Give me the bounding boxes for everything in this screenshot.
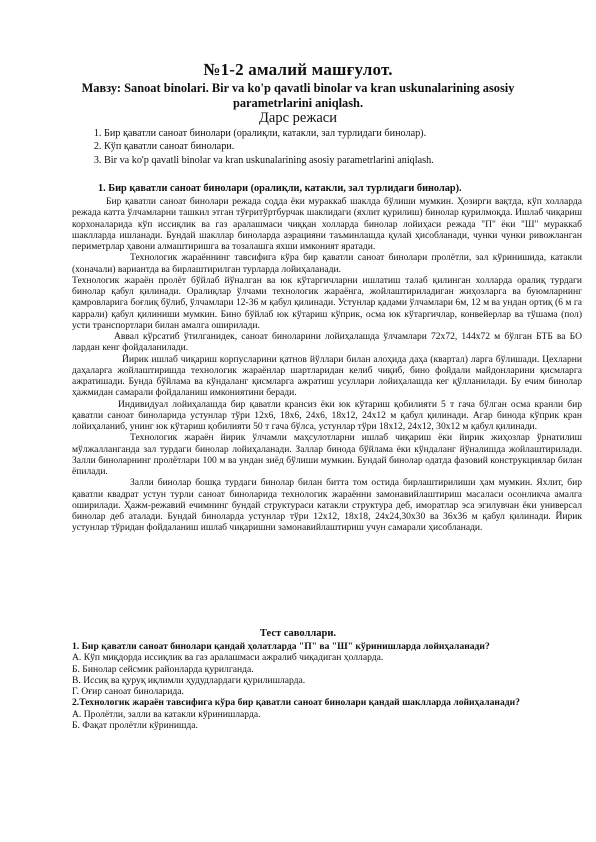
- paragraph: Индивидуал лойиҳалашда бир қаватли крансиз ёки юк кўтариш қобилияти 5 т гача бўлган осма кранли бир қаватли саноат биноларида устунлар тўри 12x6, 18x6, 24x6, 18x12, 24x12 м қабул қилинади. Агар бинода кўприк кран лойиҳаланиб, унинг юк кўтариш қобилияти 50 т гача бўлса, устунлар тўри 18x12, 24x12, 30x12 м қабул қилинади.: [72, 398, 582, 432]
- answer-option: Б. Бинолар сейсмик районларда қурилганда.: [72, 663, 254, 675]
- document-title: №1-2 амалий машғулот.: [203, 60, 393, 79]
- section-body: [72, 196, 582, 534]
- answer-option: Г. Оғир саноат биноларида.: [72, 686, 184, 698]
- paragraph: Технологик жараён пролёт бўйлаб йўналган ва юк кўтаргичларни ишлатиш талаб қилинган холларда оралиқ турдаги бинолар қабул қилинади. Оралиқлар ўлчами технологик жараёнга, жойлаштириладиган жиҳозларга ва буюмларнинг қамровларига боғлиқ бўлиб, ўлчамлари 12-36 м қабул қилинади. Устунлар қадами ўлчамлари 6м, 12 м ва ундан ортиқ (6 м га каррали) қабул қилиниши мумкин. Бино бўйлаб юк кўтариш кўприк, осма юк кўтаргичлар, конвейерлар ва тўшама (пол) усти транспортлари билан амалга оширилади.: [72, 274, 582, 331]
- paragraph: Аввал кўрсатиб ўтилганидек, саноат биноларини лойиҳалашда ўлчамлари 72x72, 144x72 м бўлган БТБ ва БО лардан кенг фойдаланилади.: [72, 331, 582, 354]
- answer-option: А. Кўп миқдорда иссиқлик ва газ аралашмаси ажралиб чиқадиган ҳолларда.: [72, 652, 384, 664]
- answer-option: А. Пролётли, залли ва катакли кўринишларда.: [72, 708, 261, 720]
- paragraph: Залли бинолар бошқа турдаги бинолар билан битта том остида бирлаштирилиши ҳам мумкин. Яхлит, бир қаватли квадрат устун турли саноат биноларида технологик жараённи замонавийлаштириш масаласи осонликча амалга оширилади. Ҳажм-режавий ечимнинг бундай структураси катакли структура деб, иморатлар эса эгилувчан ёки универсал бинолар деб аталади. Бундай биноларда устунлар тўри 12x12, 18x18, 24x24,30x30 ва 36x36 м қабул қилинади. Йирик устунлар тўридан фойдаланиш ишлаб чиқаришни замонавийлаштириш учун самарали ҳисобланади.: [72, 477, 582, 534]
- lesson-plan-heading: Дарс режаси: [259, 110, 337, 126]
- plan-item: 3. Bir va ko'p qavatli binolar va kran uskunalarining asosiy parametrlarini aniqlash.: [104, 154, 584, 167]
- paragraph: Технологик жараён йирик ўлчамли маҳсулотларни ишлаб чиқариш ёки йирик жиҳозлар ўрнатилиш мўлжалланганда зал турдаги бинолар лойиҳаланади. Заллар бинода бўйлама ёки кўндаланг йўналишда жойлаштирилади. Залли биноларнинг пролётлари 100 м ва ундан зиёд бўлиши мумкин. Бундай бинолар одатда фазовий конструкциялар билан ёпилади.: [72, 432, 582, 477]
- answer-option: В. Иссиқ ва қуруқ иқлимли ҳудудлардаги қурилишларда.: [72, 674, 306, 686]
- question: 2.Технологик жараён тавсифига кўра бир қаватли саноат бинолари қандай шаклларда лойиҳаланади?: [72, 697, 520, 709]
- topic-subtitle: Мавзу: Sanoat binolari. Bir va ko'p qavatli binolar va kran uskunalarining asosiy parametrlarini aniqlash.: [81, 81, 515, 110]
- test-questions: [72, 641, 582, 731]
- paragraph: Технологик жараённинг тавсифига кўра бир қаватли саноат бинолари пролётли, зал кўринишида, катакли (хоначали) вариантда ва бирлаштирилган турларда лойиҳаланади.: [72, 252, 582, 275]
- plan-item: 2. Кўп қаватли саноат бинолари.: [104, 140, 584, 153]
- paragraph: Йирик ишлаб чиқариш корпусларини қатнов йўллари билан алоҳида даҳа (квартал) ларга бўлишади. Цехларни даҳаларга жойлаштиришда технологик жараёнлар шартларидан келиб чиқиб, бино фойдали майдонларини қисмларга ажратишади. Бунда бўйлама ва кўндаланг қисмларга ажратиш усуллари лойиҳалашда кег қўлланилади. Бу ечим бинолар ҳажмидан самарали фойдаланиш имкониятини беради.: [72, 353, 582, 399]
- plan-item: 1. Бир қаватли саноат бинолари (оралиқли, катакли, зал турлидаги бинолар).: [104, 127, 584, 140]
- section-heading: 1. Бир қаватли саноат бинолари (оралиқли, катакли, зал турлидаги бинолар).: [98, 183, 462, 194]
- lesson-plan-list: [84, 127, 584, 167]
- paragraph: Бир қаватли саноат бинолари режада содда ёки мураккаб шаклда бўлиши мумкин. Ҳозирги вақтда, кўп холларда режада катта ўлчамларни ташкил этган тўғритўртбурчак шаклидаги (яхлит қурилиш) бинолар қурилмоқда. Ишлаб чиқариш корхоналарида кўп иссиқлик ва газ аралашмаси чиққан холларда бинолар лойиҳаси режада "П" ёки "Ш" мураккаб шаклларда ишланади. Бундай шакллар биноларда аэрацияни таъминлашда қулай ҳисобланади, чунки чунки ривожланган периметрлар ҳавони алмаштиришга ва тозалашга яхши имконият яратади.: [72, 196, 582, 252]
- question: 1. Бир қаватли саноат бинолари қандай ҳолатларда "П" ва "Ш" кўринишларда лойиҳаланади?: [72, 641, 490, 652]
- test-heading: Тест саволлари.: [259, 628, 337, 639]
- answer-option: Б. Фақат пролётли кўринишда.: [72, 720, 198, 732]
